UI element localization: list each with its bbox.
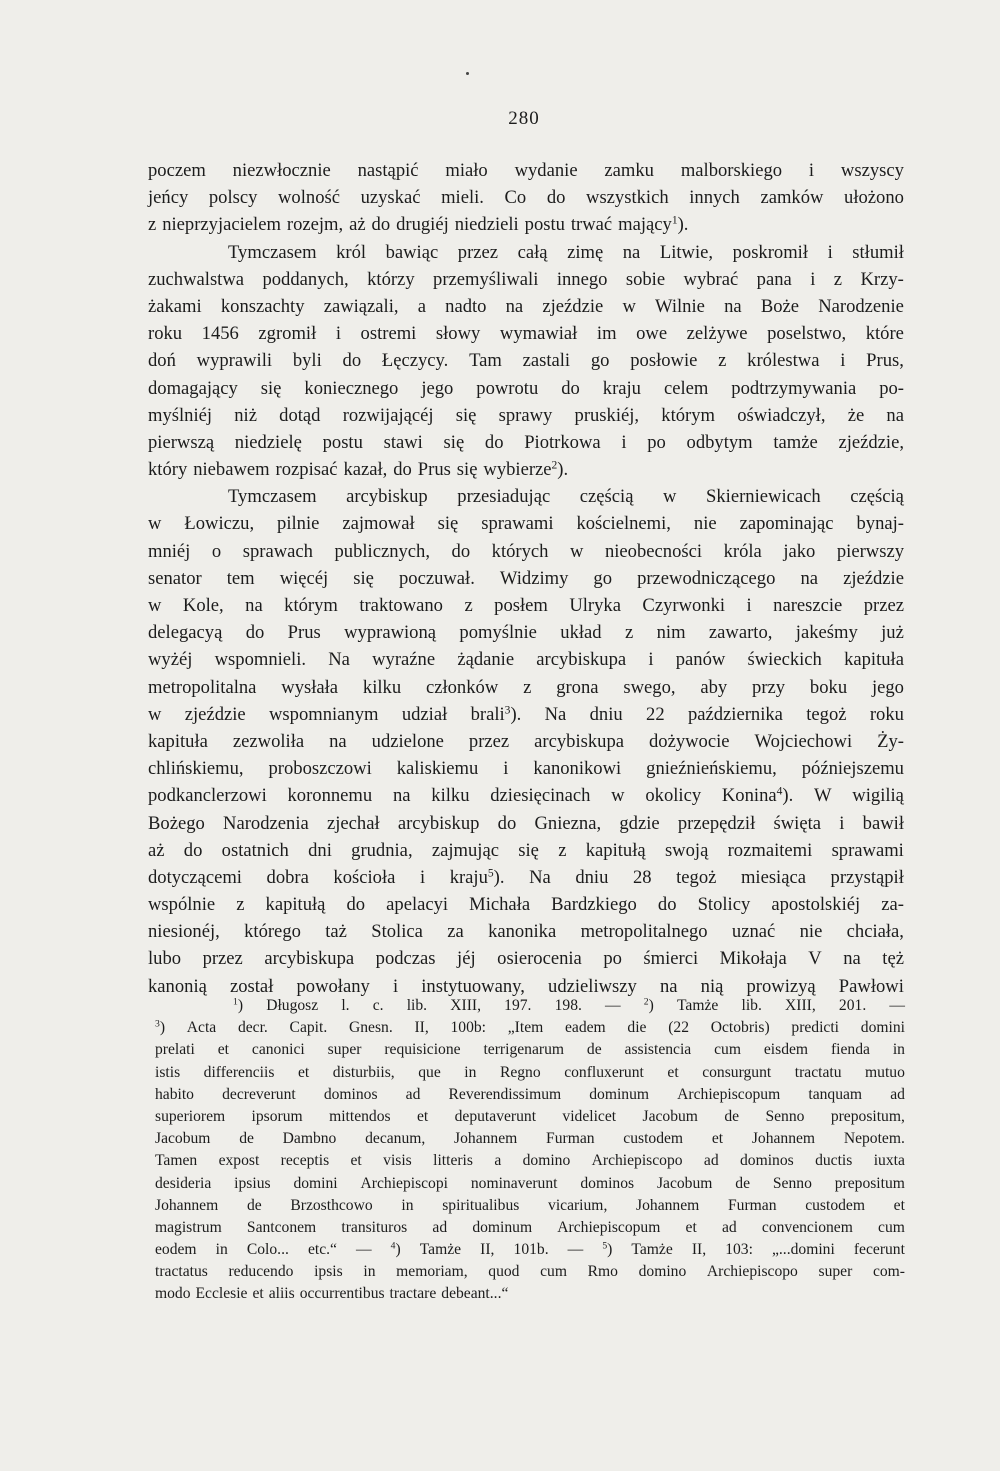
text-line: dotyczącemi dobra kościoła i kraju$^5$). Na dniu 28 tegoż miesiąca przystąpił [148,866,904,888]
text-line: poczem niezwłocznie nastąpić miało wydanie zamku malborskiego i wszyscy [148,160,904,181]
text-line: roku 1456 zgromił i ostremi słowy wymawiał im owe zelżywe poselstwo, które [148,323,904,345]
text-line: delegacyą do Prus wyprawioną pomyślnie układ z nim zawarto, jakeśmy już [148,622,904,644]
text-line: Bożego Narodzenia zjechał arcybiskup do Gniezna, gdzie przepędził święta i bawił [148,812,904,834]
text-line: kanonią został powołany i instytuowany, udzieliwszy na nią prowizyą Pawłowi [148,975,904,997]
footnote-line: superiorem ipsorum mittendos et deputaverunt videlicet Jacobum de Senno prepositum, [155,1107,905,1125]
page-number: 280 [508,108,540,129]
text-line: podkanclerzowi koronnemu na kilku dziesięcinach w okolicy Konina$^4$). W wigilią [148,785,904,807]
footnote-line: Tamen expost receptis et visis litteris a domino Archiepiscopo ad dominos ductis iuxta [155,1152,905,1170]
footnote-line: prelati et canonici super requisicione terrigenarum de assistencia cum eisdem fienda in [155,1041,905,1059]
text-line: chlińskiemu, proboszczowi kaliskiemu i kanonikowi gnieźnieńskiemu, późniejszemu [148,758,904,780]
footnote-line: istis differenciis et disturbiis, que in Regno confluxerunt et consurgunt tractatu mutuo [155,1063,905,1081]
text-line: jeńcy polscy wolność uzyskać mieli. Co do wszystkich innych zamków ułożono [148,187,904,209]
text-line: kapituła zezwoliła na udzielone przez arcybiskupa dożywocie Wojciechowi Ży- [148,730,904,752]
footnote-line: $^1$) Długosz l. c. lib. XIII, 197. 198. — $^2$) Tamże lib. XIII, 201. — [233,996,905,1014]
text-line: mniéj o sprawach publicznych, do których w nieobecności króla jako pierwszy [148,540,904,562]
text-line: myślniéj niż dotąd rozwijającéj się sprawy pruskiéj, którym oświadczył, że na [148,404,904,426]
text-line: wspólnie z kapitułą do apelacyi Michała Bardzkiego do Stolicy apostolskiéj za- [148,894,904,916]
text-line: z nieprzyjacielem rozejm, aż do drugiéj niedzieli postu trwać mający$^1$). [148,214,689,236]
print-speck [466,72,469,75]
footnote-line: desideria ipsius domini Archiepiscopi nominaverunt dominos Jacobum de Senno prepositum [155,1174,905,1192]
footnote-line: habito decreverunt dominos ad Reverendissimum dominum Archiepiscopum tanquam ad [155,1085,905,1103]
text-line: doń wyprawili byli do Łęczycy. Tam zastali go posłowie z królestwa i Prus, [148,350,904,372]
text-line: Tymczasem arcybiskup przesiadując częścią w Skierniewicach częścią [228,486,904,508]
text-line: w Kole, na którym traktowano z posłem Ulryka Czyrwonki i nareszcie przez [148,595,904,616]
main-text [148,157,904,1000]
text-line: aż do ostatnich dni grudnia, zajmując się z kapitułą swoją rozmaitemi sprawami [148,839,904,861]
text-line: Tymczasem król bawiąc przez całą zimę na Litwie, poskromił i stłumił [228,241,904,263]
text-line: w Łowiczu, pilnie zajmował się sprawami kościelnemi, nie zapominając bynaj- [148,513,904,535]
footnote-line: $^3$) Acta decr. Capit. Gnesn. II, 100b: „Item eadem die (22 Octobris) predicti domini [155,1018,905,1037]
footnote-line: Jacobum de Dambno decanum, Johannem Furman custodem et Johannem Nepotem. [155,1130,905,1148]
text-line: w zjeździe wspomnianym udział brali$^3$). Na dniu 22 października tegoż roku [148,703,904,725]
text-line: senator tem więcéj się poczuwał. Widzimy go przewodniczącego na zjeździe [148,567,904,589]
text-line: niesionéj, którego taż Stolica za kanonika metropolitalnego uznać nie chciała, [148,921,904,943]
text-line: który niebawem rozpisać kazał, do Prus się wybierze$^2$). [148,459,569,481]
footnotes [155,995,905,1306]
text-line: żakami konszachty zawiązali, a nadto na zjeździe w Wilnie na Boże Narodzenie [148,295,904,317]
text-line: lubo przez arcybiskupa podczas jéj osierocenia po śmierci Mikołaja V na tęż [148,948,904,970]
footnote-line: magistrum Santconem transituros ad dominum Archiepiscopum et ad convencionem cum [155,1218,905,1236]
footnote-line: Johannem de Brzosthcowo in spiritualibus vicarium, Johannem Furman custodem et [155,1196,905,1214]
text-line: metropolitalna wysłała kilku członków z grona swego, aby przy boku jego [148,676,904,698]
text-line: pierwszą niedzielę postu stawi się do Piotrkowa i po odbytym tamże zjeździe, [148,431,904,453]
footnote-line: tractatus reducendo ipsis in memoriam, quod cum Rmo domino Archiepiscopo super com- [155,1263,905,1281]
footnote-line: eodem in Colo... etc.“ — $^4$) Tamże II, 101b. — $^5$) Tamże II, 103: „...domini fecerunt [155,1240,905,1259]
text-line: zuchwalstwa poddanych, którzy przemyśliwali innego sobie wybrać pana i z Krzy- [148,268,904,290]
text-line: wyżéj wspomnieli. Na wyraźne żądanie arcybiskupa i panów świeckich kapituła [148,649,904,671]
text-line: domagający się koniecznego jego powrotu do kraju celem podtrzymywania po- [148,377,904,399]
footnote-line: modo Ecclesie et aliis occurrentibus tractare debeant...“ [155,1285,509,1303]
